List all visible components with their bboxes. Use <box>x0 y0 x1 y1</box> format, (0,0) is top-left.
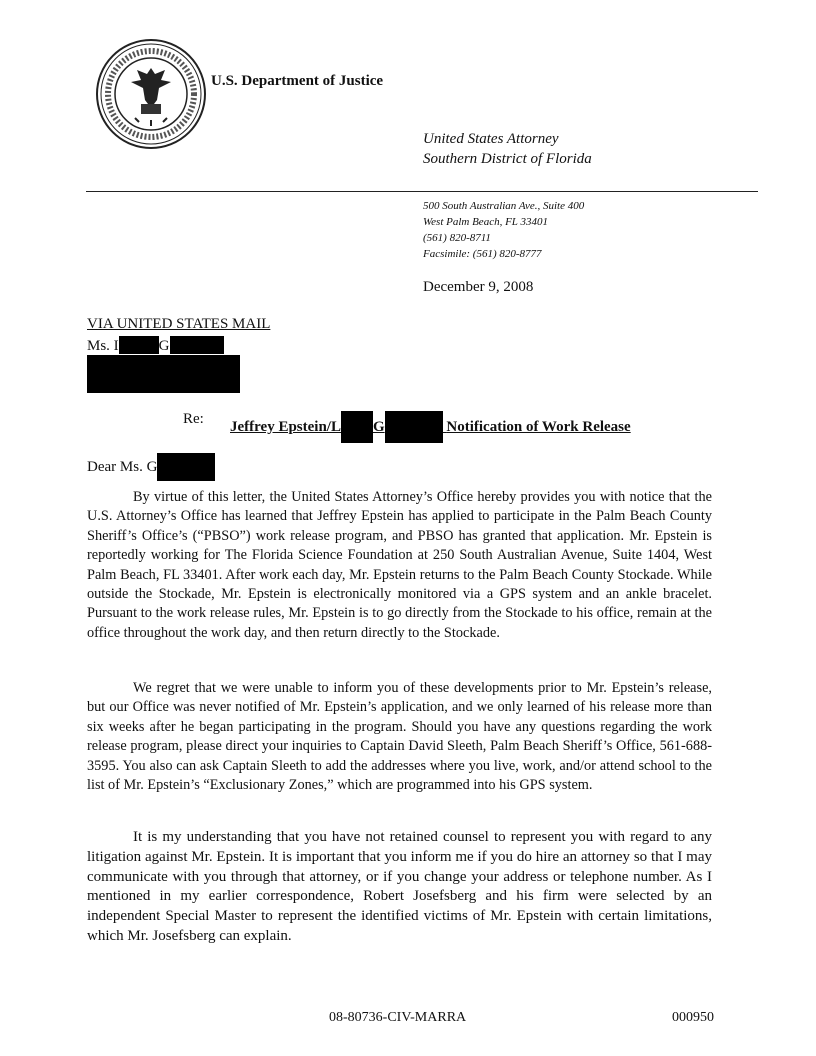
body-paragraph-1: By virtue of this letter, the United States Attorney’s Office hereby provides you with notice that the U.S. Attorney’s Office has learned that Jeffrey Epstein has applied to participate in the Palm Beach County Sheriff’s Office’s (“PBSO”) work release program, and PBSO has granted that application. Mr. Epstein is reportedly working for The Florida Science Foundation at 250 South Australian Avenue, Suite 1404, West Palm Beach, FL 33401. After work each day, Mr. Epstein returns to the Palm Beach County Stockade. While outside the Stockade, Mr. Epstein is electronically monitored via a GPS system and an ankle bracelet. Pursuant to the work release rules, Mr. Epstein is to go directly from the Stockade to his office, remain at the office throughout the work day, and then return directly to the Stockade. <box>87 489 712 641</box>
office-block <box>423 129 592 169</box>
office-line-2: Southern District of Florida <box>423 151 592 167</box>
body-paragraph-3: It is my understanding that you have not retained counsel to represent you with regard to any litigation against Mr. Epstein. It is important that you inform me if you do hire an attorney so that I may communicate with you through that attorney, or if you change your address or telephone number. As I mentioned in my earlier correspondence, Robert Josefsberg and his firm were selected by an independent Special Master to represent the identified victims of Mr. Epstein with certain limitations, which Mr. Josefsberg can explain. <box>87 829 712 944</box>
header-divider <box>86 191 758 192</box>
letter-date: December 9, 2008 <box>423 279 534 295</box>
address-phone: (561) 820-8711 <box>423 232 491 244</box>
office-address <box>423 198 584 262</box>
recipient-name-line <box>87 336 240 355</box>
recipient-mid: G <box>158 338 170 354</box>
case-number: 08-80736-CIV-MARRA <box>329 1010 467 1025</box>
office-line-1: United States Attorney <box>423 131 559 147</box>
recipient-prefix: Ms. I <box>87 338 119 354</box>
redaction-bar-address <box>87 355 240 393</box>
re-subject-part-3: Notification of Work Release <box>446 419 631 435</box>
re-subject-part-1: Jeffrey Epstein/L <box>230 419 341 435</box>
department-name: U.S. Department of Justice <box>211 73 384 89</box>
re-subject-part-2: G <box>372 419 385 435</box>
recipient-block <box>87 336 240 394</box>
bates-number: 000950 <box>672 1010 714 1025</box>
redaction-bar <box>170 336 224 354</box>
address-fax: Facsimile: (561) 820-8777 <box>423 248 542 260</box>
address-line-1: 500 South Australian Ave., Suite 400 <box>423 200 585 212</box>
doj-seal-icon <box>95 38 207 150</box>
re-label: Re: <box>183 411 204 427</box>
address-line-2: West Palm Beach, FL 33401 <box>423 216 548 228</box>
salutation <box>87 453 215 481</box>
delivery-method: VIA UNITED STATES MAIL <box>87 316 271 332</box>
redaction-bar <box>157 453 215 481</box>
redaction-bar <box>341 411 373 443</box>
body-paragraph-2: We regret that we were unable to inform you of these developments prior to Mr. Epstein’s release, but our Office was never notified of Mr. Epstein’s application, and we only learned of his release more than six weeks after he began participating in the program. Should you have any questions regarding the work release program, please direct your inquiries to Captain David Sleeth, Palm Beach Sheriff’s Office, 561-688-3595. You also can ask Captain Sleeth to add the addresses where you live, work, and/or attend school to the list of Mr. Epstein’s “Exclusionary Zones,” which are programmed into his GPS system. <box>87 680 712 794</box>
redaction-bar <box>119 336 159 354</box>
redaction-bar <box>385 411 443 443</box>
salutation-text: Dear Ms. G <box>87 459 158 475</box>
re-subject <box>230 411 631 443</box>
